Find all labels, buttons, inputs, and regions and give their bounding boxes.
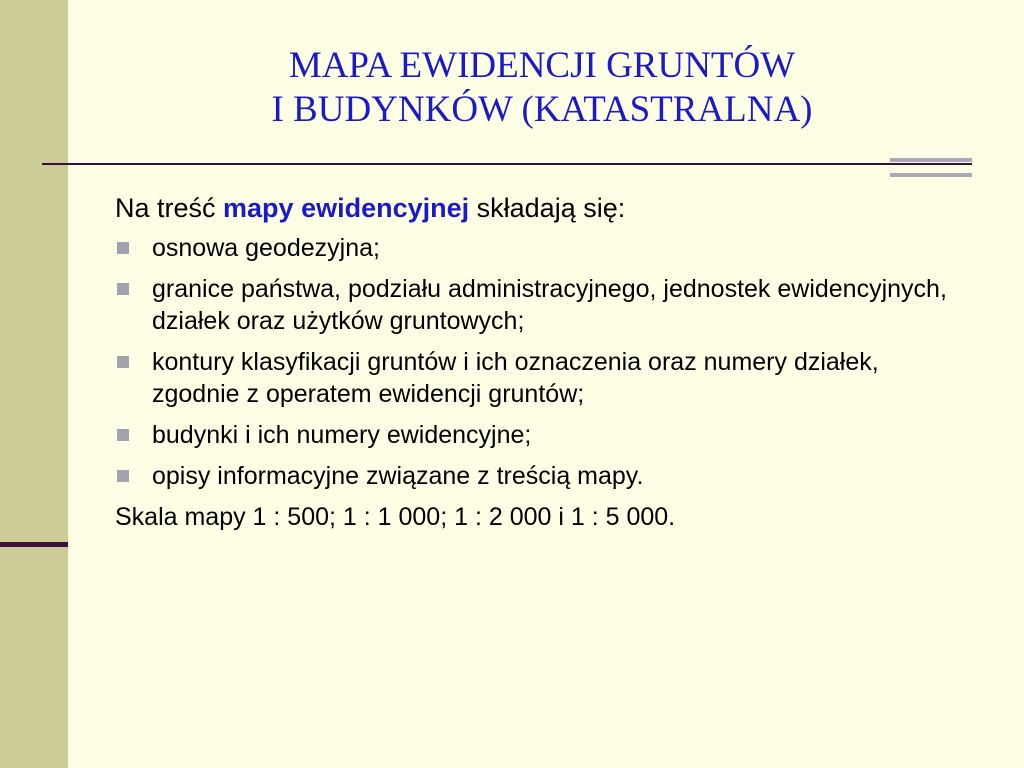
bullet-list (115, 232, 955, 492)
square-bullet-icon (117, 429, 129, 441)
scale-text: Skala mapy 1 : 500; 1 : 1 000; 1 : 2 000 i 1 : 5 000. (115, 503, 676, 531)
bullet-item (115, 419, 955, 451)
slide-title-line-2: I BUDYNKÓW (KATASTRALNA) (271, 89, 813, 130)
bullet-text: opisy informacyjne związane z treścią mapy. (152, 462, 644, 490)
intro-highlight: mapy ewidencyjnej (223, 193, 470, 223)
bullet-text: budynki i ich numery ewidencyjne; (152, 421, 532, 449)
square-bullet-icon (117, 356, 129, 368)
slide-title-line-1: MAPA EWIDENCJI GRUNTÓW (288, 45, 796, 86)
intro-after: składają się: (469, 193, 626, 223)
bullet-text: kontury klasyfikacji gruntów i ich oznaczenia oraz numery działek, zgodnie z operatem ewidencji gruntów; (152, 348, 879, 408)
left-decorative-band (0, 0, 68, 768)
square-bullet-icon (117, 283, 129, 295)
title-divider-accent-top (890, 158, 972, 162)
bullet-item (115, 460, 955, 492)
title-divider-accent-bottom (890, 173, 972, 177)
bullet-item (115, 273, 955, 337)
square-bullet-icon (117, 242, 129, 254)
bullet-item (115, 346, 955, 410)
bullet-item (115, 232, 955, 264)
bullet-text: granice państwa, podziału administracyjnego, jednostek ewidencyjnych, działek oraz użytków gruntowych; (152, 275, 947, 335)
left-band-accent-line (0, 542, 68, 547)
intro-text (115, 188, 955, 228)
slide-title (120, 44, 964, 132)
bullet-text: osnowa geodezyjna; (152, 234, 380, 262)
intro-before: Na treść (115, 193, 224, 223)
square-bullet-icon (117, 470, 129, 482)
title-divider (42, 163, 972, 165)
slide-content (115, 188, 955, 533)
